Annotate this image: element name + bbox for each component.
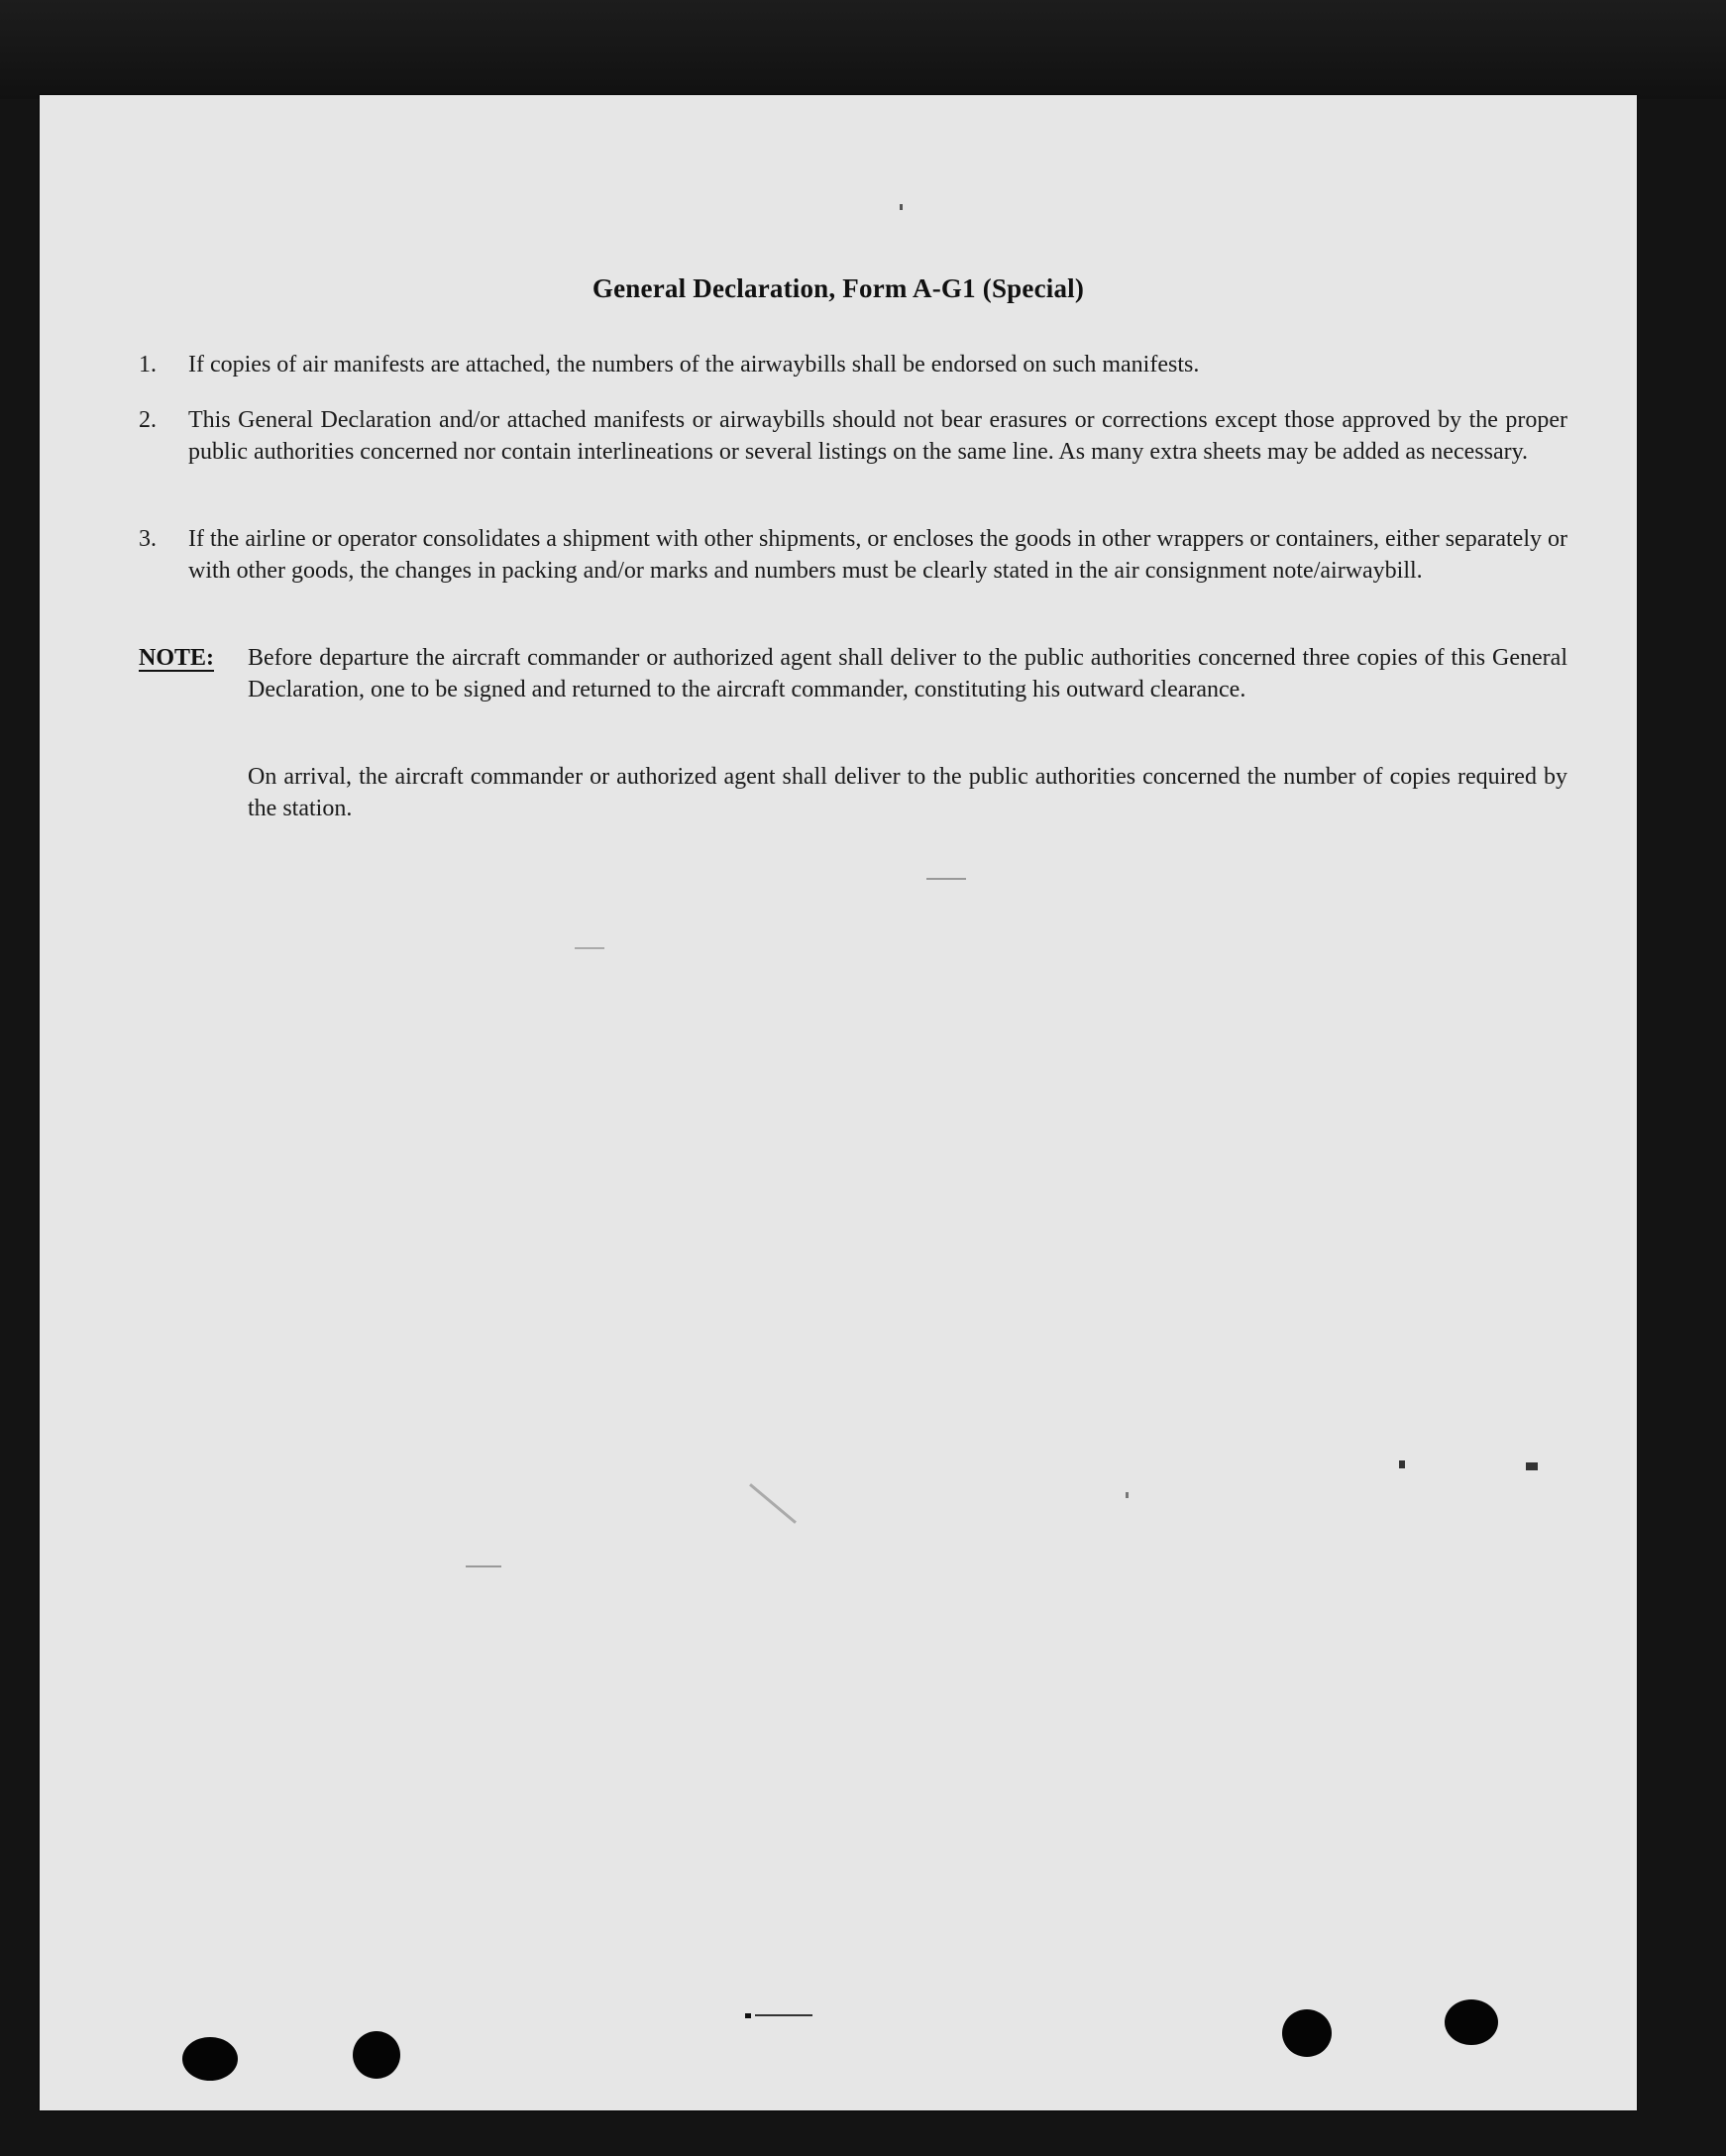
item-number: 2. — [139, 407, 157, 433]
list-item — [139, 523, 1567, 587]
scan-speck — [1526, 1462, 1538, 1470]
item-text: This General Declaration and/or attached manifests or airwaybills should not bear erasures or corrections except those approved by the proper public authorities concerned nor contain interlineations or several listings on the same line. As many extra sheets may be added as necessary. — [188, 407, 1567, 465]
scan-speck — [745, 2013, 751, 2018]
scan-speck — [926, 878, 966, 880]
scan-speck — [466, 1565, 501, 1567]
scan-speck — [575, 947, 604, 949]
film-border — [0, 0, 1726, 99]
note-paragraph: Before departure the aircraft commander or authorized agent shall deliver to the public authorities concerned three copies of this General Declaration, one to be signed and returned to the aircraft commander, constituting his outward clearance. — [248, 645, 1567, 702]
scan-speck — [1126, 1492, 1129, 1498]
list-item — [139, 349, 1567, 380]
scan-speck — [755, 2014, 812, 2016]
scan-speck — [749, 1483, 797, 1524]
punch-hole — [182, 2037, 238, 2081]
note-label: NOTE: — [139, 645, 215, 671]
item-text: If copies of air manifests are attached, the numbers of the airwaybills shall be endorsed on such manifests. — [188, 352, 1200, 377]
scan-speck — [900, 204, 903, 210]
punch-hole — [353, 2031, 400, 2079]
punch-hole — [1282, 2009, 1332, 2057]
note-paragraph: On arrival, the aircraft commander or authorized agent shall deliver to the public authorities concerned the number of copies required by the station. — [248, 764, 1567, 821]
item-text: If the airline or operator consolidates a shipment with other shipments, or encloses the goods in other wrappers or containers, either separately or with other goods, the changes in packing and/or marks and numbers must be clearly stated in the air consignment note/airwaybill. — [188, 526, 1567, 584]
punch-hole — [1445, 1999, 1498, 2045]
scan-speck — [1399, 1460, 1405, 1468]
list-item — [139, 404, 1567, 468]
item-number: 3. — [139, 526, 157, 552]
document-title: General Declaration, Form A-G1 (Special) — [592, 273, 1085, 303]
document-page — [40, 95, 1637, 2110]
item-number: 1. — [139, 352, 157, 377]
